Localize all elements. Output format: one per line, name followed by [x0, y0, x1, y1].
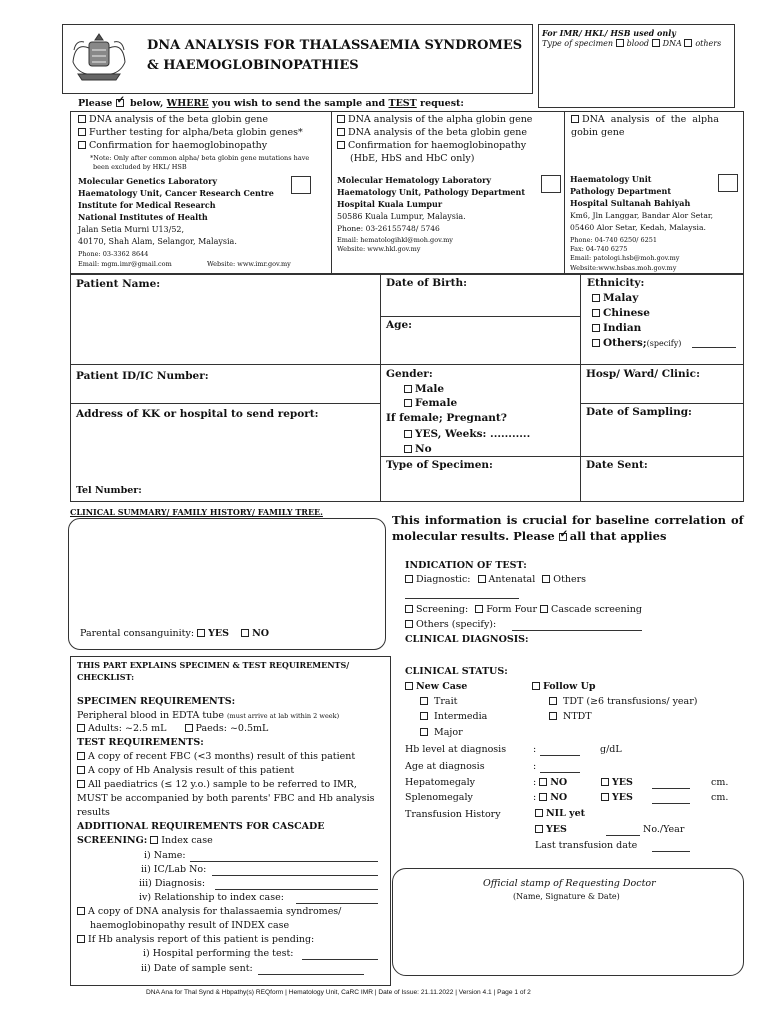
info-line-1: This information is crucial for baseline correlation of	[392, 513, 744, 527]
copy-dna-row: A copy of DNA analysis for thalassaemia syndromes/	[77, 906, 341, 917]
hepato-yes-checkbox[interactable]	[601, 778, 609, 786]
lab2-select-box[interactable]	[541, 175, 561, 193]
req-fbc: A copy of recent FBC (<3 months) result of this patient	[77, 751, 355, 762]
trait-option: Trait	[420, 696, 457, 707]
pending-checkbox[interactable]	[77, 935, 85, 943]
ethnicity-indian: Indian	[592, 322, 641, 334]
lab1-option-beta: DNA analysis of the beta globin gene	[78, 114, 268, 125]
gender-female: Female	[404, 397, 457, 409]
lab3-alpha-checkbox[interactable]	[571, 115, 579, 123]
gender-label: Gender:	[386, 368, 433, 380]
instruction-line: Please ✓ below, WHERE you wish to send the sample and TEST request:	[78, 98, 464, 109]
hepato-yes: YES	[601, 777, 633, 788]
lab1-beta-checkbox[interactable]	[78, 115, 86, 123]
lab1-addr-1: Jalan Setia Murni U13/52,	[78, 225, 185, 234]
test-req-title: TEST REQUIREMENTS:	[77, 737, 204, 748]
peripheral-blood: Peripheral blood in EDTA tube (must arrive at lab within 2 week)	[77, 710, 340, 721]
new-case-checkbox[interactable]	[405, 682, 413, 690]
transfusion-yes-option: YES	[535, 824, 567, 835]
lab1-name-3: Institute for Medical Research	[78, 200, 216, 210]
ethnicity-malay: Malay	[592, 292, 638, 304]
lab1-name-4: National Institutes of Health	[78, 212, 208, 222]
ntdt-checkbox[interactable]	[549, 712, 557, 720]
consanguinity-row: Parental consanguinity: YES NO	[80, 628, 270, 639]
lab2-addr: 50586 Kuala Lumpur, Malaysia.	[337, 212, 466, 221]
date-sample-sent-label: ii) Date of sample sent:	[141, 963, 253, 974]
age-dx-colon: :	[533, 761, 537, 772]
req-paediatrics-2: MUST be accompanied by both parents' FBC and Hb analysis	[77, 793, 375, 804]
splenomegaly-label: Splenomegaly	[405, 792, 473, 803]
indication-screening-row: Screening: Form Four Cascade screening	[405, 604, 642, 615]
tdt-checkbox[interactable]	[549, 697, 557, 705]
pregnant-yes: YES, Weeks: ...........	[404, 428, 530, 440]
lab2-confirm-checkbox[interactable]	[337, 141, 345, 149]
copy-dna-row-2: haemoglobinopathy result of INDEX case	[90, 920, 290, 931]
hospital-test-label: i) Hospital performing the test:	[143, 948, 294, 959]
office-specimen-row	[542, 39, 721, 48]
office-others-label: others	[695, 39, 722, 48]
pregnant-no: No	[404, 443, 432, 455]
trait-checkbox[interactable]	[420, 697, 428, 705]
index-ic-input[interactable]	[212, 875, 378, 876]
index-name-label: i) Name:	[144, 850, 186, 861]
form-four-checkbox[interactable]	[475, 605, 483, 613]
spleno-no-checkbox[interactable]	[539, 793, 547, 801]
tel-label: Tel Number:	[76, 485, 142, 496]
lab3-addr-1: Km6, Jln Langgar, Bandar Alor Setar,	[570, 211, 714, 220]
lab3-name-3: Hospital Sultanah Bahiyah	[570, 198, 691, 208]
lab1-confirm-checkbox[interactable]	[78, 141, 86, 149]
lab3-select-box[interactable]	[718, 174, 738, 192]
tdt-option: TDT (≥6 transfusions/ year)	[549, 696, 697, 707]
clinical-summary-title: CLINICAL SUMMARY/ FAMILY HISTORY/ FAMILY TREE.	[70, 507, 323, 517]
indication-diagnostic-row: Diagnostic: Antenatal Others	[405, 574, 586, 585]
age-label: Age:	[386, 319, 413, 331]
ethnicity-label: Ethnicity:	[587, 277, 645, 289]
major-checkbox[interactable]	[420, 728, 428, 736]
hb-colon: :	[533, 744, 537, 755]
lab2-alpha-checkbox[interactable]	[337, 115, 345, 123]
adults-checkbox[interactable]	[77, 724, 85, 732]
dob-label: Date of Birth:	[386, 277, 468, 289]
lab3-addr-2: 05460 Alor Setar, Kedah, Malaysia.	[570, 223, 706, 232]
check-icon	[559, 533, 567, 541]
lab2-name-2: Haematology Unit, Pathology Department	[337, 187, 526, 197]
lab1-phone: Phone: 03-3362 8644	[78, 250, 149, 258]
footer: DNA Ana for Thal Synd & Hbpathy(s) REQform | Hematology Unit, CaRC IMR | Date of Issue: 21.11.2022 | Version 4.1 | Page 1 of 2	[146, 989, 531, 996]
pending-row: If Hb analysis report of this patient is pending:	[77, 934, 314, 945]
date-sample-sent-input[interactable]	[258, 974, 364, 975]
paeds-checkbox[interactable]	[185, 724, 193, 732]
lab3-option-alpha-2: gobin gene	[571, 127, 625, 138]
hepatomegaly-label: Hepatomegaly	[405, 777, 475, 788]
hb-level-label: Hb level at diagnosis	[405, 744, 507, 755]
others-specify-checkbox[interactable]	[405, 620, 413, 628]
lab2-name-3: Hospital Kuala Lumpur	[337, 199, 443, 209]
lab3-email: Email: patologi.hsb@moh.gov.my	[570, 254, 680, 262]
ntdt-option: NTDT	[549, 711, 592, 722]
lab3-name-2: Pathology Department	[570, 186, 672, 196]
index-case-row: SCREENING: Index case	[77, 835, 213, 846]
last-transfusion-label: Last transfusion date	[535, 840, 638, 851]
transfusion-yes-checkbox[interactable]	[535, 825, 543, 833]
lab2-option-beta: DNA analysis of the beta globin gene	[337, 127, 527, 138]
patient-id-label: Patient ID/IC Number:	[76, 370, 209, 382]
malay-checkbox[interactable]	[592, 294, 600, 302]
spleno-yes: YES	[601, 792, 633, 803]
lab3-website: Website:www.hsbas.moh.gov.my	[570, 264, 677, 272]
ethnicity-specify-line[interactable]	[692, 347, 736, 348]
female-checkbox[interactable]	[404, 399, 412, 407]
index-case-checkbox[interactable]	[150, 836, 158, 844]
antenatal-checkbox[interactable]	[478, 575, 486, 583]
date-sent-label: Date Sent:	[586, 459, 648, 471]
office-blood-checkbox[interactable]	[616, 39, 624, 47]
chinese-checkbox[interactable]	[592, 309, 600, 317]
instruction-check-icon	[116, 99, 124, 107]
office-specimen-label: Type of specimen	[542, 39, 614, 48]
follow-up-checkbox[interactable]	[532, 682, 540, 690]
req-paediatrics-3: results	[77, 807, 110, 818]
crest-logo	[66, 28, 132, 88]
lab3-name-1: Haematology Unit	[570, 174, 652, 184]
lab2-email: Email: hematologihkl@moh.gov.my	[337, 236, 453, 244]
lab2-option-confirm: Confirmation for haemoglobinopathy	[337, 140, 526, 151]
sampling-label: Date of Sampling:	[586, 406, 692, 418]
others-specify-line[interactable]	[512, 630, 642, 631]
index-relationship-label: iv) Relationship to index case:	[139, 892, 284, 903]
lab3-option-alpha: DNA analysis of the alpha	[571, 114, 719, 125]
form-title-line2: & HAEMOGLOBINOPATHIES	[147, 58, 359, 73]
lab3-phone: Phone: 04-740 6250/ 6251	[570, 236, 658, 244]
hosp-label: Hosp/ Ward/ Clinic:	[586, 368, 700, 380]
office-blood-label: blood	[626, 39, 650, 48]
lab1-note: *Note: Only after common alpha/ beta globin gene mutations have	[90, 154, 310, 162]
transfusion-label: Transfusion History	[405, 809, 501, 820]
spleno-options: : NO	[533, 792, 568, 803]
stamp-subtitle: (Name, Signature & Date)	[513, 892, 620, 901]
hepato-no-checkbox[interactable]	[539, 778, 547, 786]
nil-yet-checkbox[interactable]	[535, 809, 543, 817]
pregnant-label: If female; Pregnant?	[386, 412, 507, 424]
patient-name-label: Patient Name:	[76, 278, 161, 290]
pregnant-yes-checkbox[interactable]	[404, 430, 412, 438]
hepato-options: : NO	[533, 777, 568, 788]
clinical-diagnosis-title: CLINICAL DIAGNOSIS:	[405, 634, 529, 645]
male-checkbox[interactable]	[404, 385, 412, 393]
patient-name-field[interactable]	[76, 294, 376, 360]
lab2-option-alpha: DNA analysis of the alpha globin gene	[337, 114, 532, 125]
lab1-select-box[interactable]	[291, 176, 311, 194]
index-relationship-input[interactable]	[296, 903, 378, 904]
transfusion-per-year-input[interactable]	[606, 835, 640, 836]
indication-title: INDICATION OF TEST:	[405, 560, 527, 571]
ethnicity-others: Others;(specify)	[592, 337, 681, 349]
ethnicity-chinese: Chinese	[592, 307, 650, 319]
others-ethnicity-checkbox[interactable]	[592, 339, 600, 347]
new-case-option: New Case	[405, 681, 467, 692]
volume-row: Adults: ~2.5 mL Paeds: ~0.5mL	[77, 723, 268, 734]
lab2-website: Website: www.hkl.gov.my	[337, 245, 421, 253]
address-label: Address of KK or hospital to send report:	[76, 408, 319, 420]
pregnant-no-checkbox[interactable]	[404, 445, 412, 453]
paediatrics-checkbox[interactable]	[77, 780, 85, 788]
spleno-cm: cm.	[711, 792, 729, 803]
lab2-phone: Phone: 03-26155748/ 5746	[337, 224, 440, 233]
age-diagnosis-input[interactable]	[540, 772, 580, 773]
lab1-option-further: Further testing for alpha/beta globin genes*	[78, 127, 303, 138]
per-year-label: No./Year	[643, 824, 685, 835]
index-name-input[interactable]	[190, 861, 378, 862]
lab1-email: Email: mgm.imr@gmail.com	[78, 260, 172, 268]
follow-up-option: Follow Up	[532, 681, 596, 692]
lab1-further-checkbox[interactable]	[78, 128, 86, 136]
index-diagnosis-input[interactable]	[215, 889, 378, 890]
requirements-header-1: THIS PART EXPLAINS SPECIMEN & TEST REQUIREMENTS/	[77, 660, 350, 670]
req-hb-analysis: A copy of Hb Analysis result of this patient	[77, 765, 294, 776]
requirements-header-2: CHECKLIST:	[77, 672, 135, 682]
indian-checkbox[interactable]	[592, 324, 600, 332]
lab1-note2: been excluded by HKL/ HSB	[93, 163, 187, 171]
others-indication-checkbox[interactable]	[542, 575, 550, 583]
stamp-title: Official stamp of Requesting Doctor	[483, 878, 656, 889]
lab1-website: Website: www.imr.gov.my	[207, 260, 291, 268]
specimen-req-title: SPECIMEN REQUIREMENTS:	[77, 696, 236, 707]
specimen-label: Type of Specimen:	[386, 459, 493, 471]
office-dna-checkbox[interactable]	[652, 39, 660, 47]
index-diagnosis-label: iii) Diagnosis:	[139, 878, 206, 889]
lab2-beta-checkbox[interactable]	[337, 128, 345, 136]
spleno-yes-checkbox[interactable]	[601, 793, 609, 801]
diagnostic-checkbox[interactable]	[405, 575, 413, 583]
hospital-test-input[interactable]	[302, 959, 378, 960]
office-use-title: For IMR/ HKL/ HSB used only	[542, 28, 676, 38]
last-transfusion-input[interactable]	[652, 851, 690, 852]
lab2-option-confirm-detail: (HbE, HbS and HbC only)	[350, 153, 475, 164]
lab1-name-1: Molecular Genetics Laboratory	[78, 176, 217, 186]
req-paediatrics: All paediatrics (≤ 12 y.o.) sample to be referred to IMR,	[77, 779, 357, 790]
lab1-name-2: Haematology Unit, Cancer Research Centre	[78, 188, 274, 198]
gender-male: Male	[404, 383, 444, 395]
consanguinity-no-checkbox[interactable]	[241, 629, 249, 637]
lab2-name-1: Molecular Hematology Laboratory	[337, 175, 491, 185]
additional-req-title: ADDITIONAL REQUIREMENTS FOR CASCADE	[77, 821, 325, 832]
hb-level-input[interactable]	[540, 755, 580, 756]
indication-others-row: Others (specify):	[405, 619, 496, 630]
clinical-status-title: CLINICAL STATUS:	[405, 666, 508, 677]
lab1-option-confirm: Confirmation for haemoglobinopathy	[78, 140, 267, 151]
office-others-checkbox[interactable]	[684, 39, 692, 47]
fbc-checkbox[interactable]	[77, 752, 85, 760]
copy-dna-checkbox[interactable]	[77, 907, 85, 915]
form-title-line1: DNA ANALYSIS FOR THALASSAEMIA SYNDROMES	[147, 38, 523, 53]
office-dna-label: DNA	[662, 39, 682, 48]
consanguinity-yes-checkbox[interactable]	[197, 629, 205, 637]
intermedia-option: Intermedia	[420, 711, 487, 722]
intermedia-checkbox[interactable]	[420, 712, 428, 720]
screening-checkbox[interactable]	[405, 605, 413, 613]
age-diagnosis-label: Age at diagnosis	[405, 761, 485, 772]
hb-unit: g/dL	[600, 744, 622, 755]
major-option: Major	[420, 727, 463, 738]
cascade-checkbox[interactable]	[540, 605, 548, 613]
nil-yet-option: NIL yet	[535, 808, 585, 819]
hepato-cm-input[interactable]	[652, 788, 690, 789]
spleno-cm-input[interactable]	[652, 803, 690, 804]
lab3-fax: Fax: 04-740 6275	[570, 245, 628, 253]
hepato-cm: cm.	[711, 777, 729, 788]
info-line-2: molecular results. Please ✓ all that applies	[392, 529, 666, 543]
lab1-addr-2: 40170, Shah Alam, Selangor, Malaysia.	[78, 237, 237, 246]
index-ic-label: ii) IC/Lab No:	[141, 864, 207, 875]
hb-analysis-checkbox[interactable]	[77, 766, 85, 774]
diagnostic-others-line[interactable]	[405, 598, 519, 599]
